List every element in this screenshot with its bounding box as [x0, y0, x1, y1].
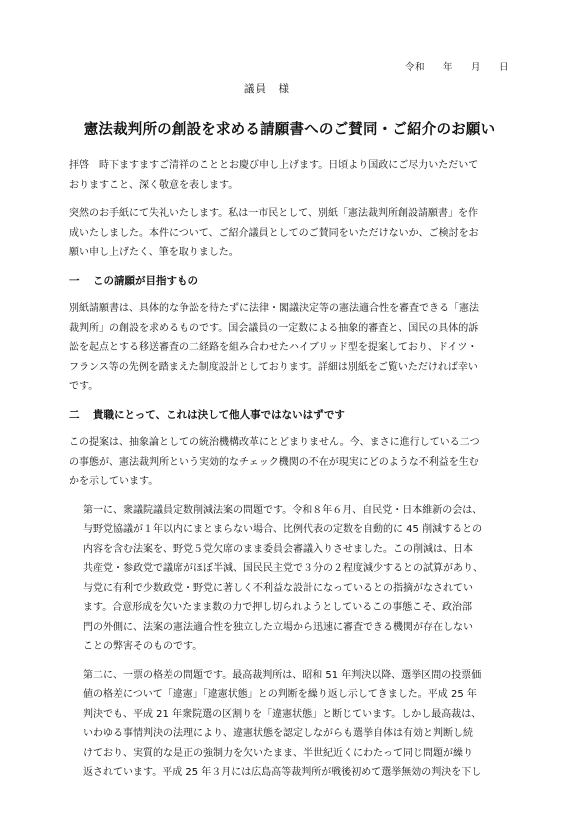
addressee: 議員 様: [244, 83, 290, 95]
date-day: 日: [498, 62, 509, 73]
section-number: 一: [69, 274, 80, 287]
text-line: 判決でも、平成 21 年衆院選の区割りを「違憲状態」と断じています。しかし最高裁は、: [83, 708, 482, 720]
second-issue-paragraph: [83, 666, 509, 783]
document-body: [69, 156, 509, 792]
intro-paragraph: [69, 204, 509, 263]
text-line: 門の外側に、法案の憲法適合性を独立した立場から迅速に審査できる機関が存在しない: [83, 621, 473, 633]
text-line: です。: [69, 381, 99, 392]
text-line: 別紙請願書は、具体的な争訟を待たずに法律・閣議決定等の憲法適合性を審査できる「憲法: [69, 303, 479, 314]
section-heading-2: [69, 406, 509, 426]
text-line: 返されています。平成 25 年３月には広島高等裁判所が戦後初めて選挙無効の判決を下し: [83, 767, 482, 778]
section-title: 貴職にとって、これは決して他人事ではないはずです: [93, 408, 345, 421]
greeting-paragraph: [69, 156, 509, 195]
text-line: 内容を含む法案を、野党５党欠席のまま委員会審議入りさせました。この削減は、日本: [83, 543, 473, 555]
text-line: かを示しています。: [69, 476, 159, 487]
text-line: 願い申し上げたく、筆を取りました。: [69, 247, 239, 258]
first-issue-paragraph: [83, 501, 509, 657]
text-line: 裁判所」の創設を求めるものです。国会議員の一定数による抽象的審査と、国民の具体的訴: [69, 322, 479, 334]
text-line: ます。合意形成を欠いたまま数の力で押し切られようとしているこの事態こそ、政治部: [83, 602, 472, 613]
text-line: 突然のお手紙にて失礼いたします。私は一市民として、別紙「憲法裁判所創設請願書」を作: [69, 208, 478, 219]
text-line: ことの弊害そのものです。: [83, 641, 203, 652]
text-line: 拝啓 時下ますますご清祥のこととお慶び申し上げます。日頃より国政にご尽力いただいて: [69, 160, 479, 171]
text-line: 値の格差について「違憲」「違憲状態」との判断を繰り返し示してきました。平成 25 年: [83, 689, 477, 700]
text-line: 訟を起点とする移送審査の二経路を組み合わせたハイブリッド型を提案しており、ドイツ・: [69, 342, 478, 353]
text-line: フランス等の先例を踏まえた制度設計としております。詳細は別紙をご覧いただければ幸い: [69, 361, 478, 373]
date-year: 年: [442, 62, 453, 73]
section-title: この請願が目指すもの: [93, 274, 198, 287]
date-month: 月: [470, 62, 481, 73]
text-line: 第一に、衆議院議員定数削減法案の問題です。令和８年６月、自民党・日本維新の会は、: [83, 504, 483, 516]
date-line: [405, 59, 509, 73]
text-line: 与党に有利で少数政党・野党に著しく不利益な設計になっているとの指摘がなされてい: [83, 582, 473, 594]
date-era: 令和: [404, 62, 425, 73]
text-line: の事態が、憲法裁判所という実効的なチェック機関の不在が現実にどのような不利益を生む: [69, 456, 479, 468]
section1-paragraph: [69, 299, 509, 397]
text-line: おりますこと、深く敬意を表します。: [69, 179, 239, 191]
text-line: 与野党協議が１年以内にまとまらない場合、比例代表の定数を自動的に 45 削減するとの: [83, 524, 483, 535]
section-number: 二: [69, 408, 80, 421]
text-line: 第二に、一票の格差の問題です。最高裁判所は、昭和 51 年判決以降、選挙区間の投票価: [83, 669, 482, 681]
document-title: 憲法裁判所の創設を求める請願書へのご賛同・ご紹介のお願い: [83, 122, 496, 138]
section-heading-1: [69, 272, 509, 292]
text-line: 共産党・参政党で議席がほぼ半減、国民民主党で３分の２程度減少するとの試算があり、: [83, 563, 483, 574]
text-line: いわゆる事情判決の法理により、違憲状態を認定しながらも選挙自体は有効と判断し続: [83, 728, 473, 739]
text-line: 成いたしました。本件について、ご紹介議員としてのご賛同をいただけないか、ご検討をお: [69, 227, 479, 239]
section2-paragraph: [69, 433, 509, 492]
text-line: この提案は、抽象論としての統治機構改革にとどまりません。今、まさに進行している二つ: [69, 437, 480, 448]
text-line: けており、実質的な是正の強制力を欠いたまま、半世紀近くにわたって同じ問題が繰り: [83, 747, 473, 759]
